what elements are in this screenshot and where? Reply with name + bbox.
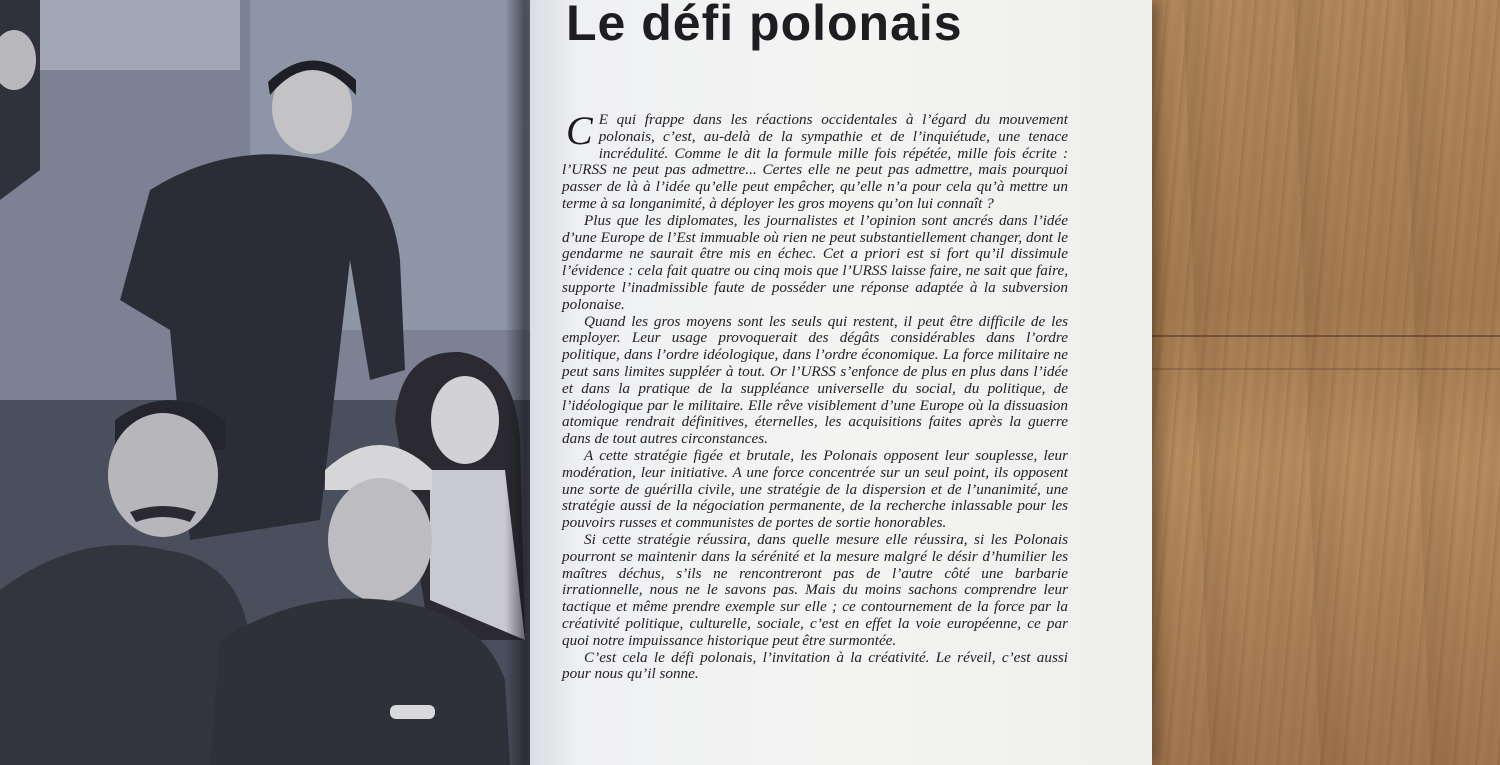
article-paragraph: Si cette stratégie réussira, dans quelle mesure elle réussira, si les Polonais pourront se maintenir dans la sérénité et la mesure malgré le désir d’humilier les maîtres déchus, s’ils ne rencontreront pas de l’autre côté une barbarie irrationnelle, nous ne le savons pas. Mais du moins sachons comprendre leur tactique et même prendre exemple sur elle ; ce contournement de la force par la créativité politique, culturelle, sociale, c’est en effet la voie européenne, ce par quoi notre impuissance historique peut être surmontée. [562,530,1068,649]
drop-cap: C [566,108,593,153]
table-plank-seam [1100,335,1500,337]
article-paragraph: Plus que les diplomates, les journalistes et l’opinion sont ancrés dans l’idée d’une Europe de l’Est immuable où rien ne peut substantiellement changer, dont le gendarme ne saurait être mis en échec. Cet a priori est si fort qu’il dissimule l’évidence : cela fait quatre ou cinq mois que l’URSS laisse faire, ne sait que faire, supporte l’inadmissible faute de posséder une réponse adaptée à la subversion polonaise. [562,211,1068,313]
article-paragraph [562,108,1068,213]
article-body [562,108,1068,683]
article-paragraph: C’est cela le défi polonais, l’invitation à la créativité. Le réveil, c’est aussi pour nous qu’il sonne. [562,648,1068,683]
left-edge-person [0,0,40,200]
first-paragraph-text: E qui frappe dans les réactions occidentales à l’égard du mouvement polonais, c’est, au-delà de la sympathie et de l’inquiétude, une tenace incrédulité. Comme le dit la formule mille fois répétée, mille fois écrite : l’URSS ne peut pas admettre... Certes elle ne peut pas admettre, mais pourquoi passer de là à l’idée qu’elle peut empêcher, qu’elle n’a pour cela qu’à mettre un terme à sa longanimité, à déployer les gros moyens qu’on lui connaît ? [562,111,1068,212]
article-paragraph: A cette stratégie figée et brutale, les Polonais opposent leur souplesse, leur modération, leur initiative. A une force concentrée sur un seul point, ils opposent une sorte de guérilla civile, une stratégie de la dispersion et de l’unanimité, une stratégie aussi de la négociation permanente, de la recherche inlassable pour les pouvoirs russes et communistes de portes de sortie honorables. [562,446,1068,532]
article-page [530,0,1152,765]
table-plank-seam [1100,368,1500,370]
photo-page [0,0,530,765]
window [30,0,240,70]
wooden-table [1100,0,1500,765]
group-photograph [0,0,530,765]
article-paragraph: Quand les gros moyens sont les seuls qui restent, il peut être difficile de les employer. Leur usage provoquerait des dégâts considérables dans l’ordre politique, dans l’ordre idéologique, dans l’ordre économique. La force militaire ne peut sans limites suppléer à tout. Or l’URSS s’enfonce de plus en plus dans l’idée et dans la pratique de la suppléance universelle du social, du politique, de l’idéologique par le militaire. Elle rêve visiblement d’une Europe où la dissuasion atomique rendrait définitives, éternelles, les acquisitions faites après la guerre dans de tout autres circonstances. [562,312,1068,448]
article-title: Le défi polonais [566,0,963,51]
